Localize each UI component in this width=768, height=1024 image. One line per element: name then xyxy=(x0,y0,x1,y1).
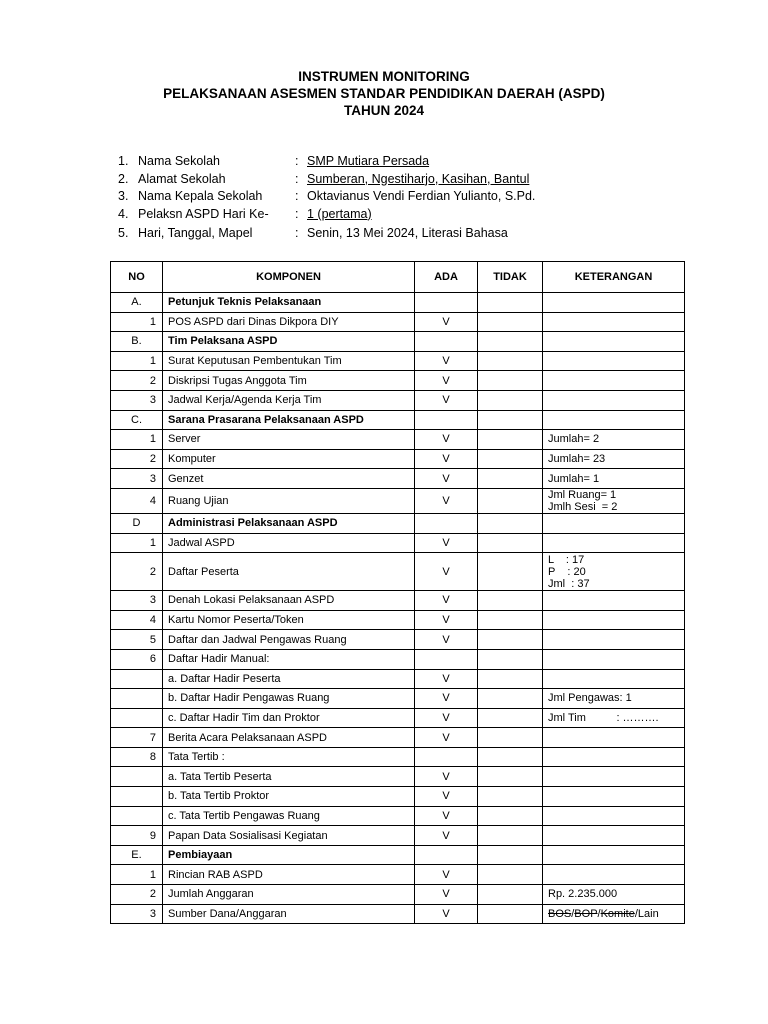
cell-komponen: Sarana Prasarana Pelaksanaan ASPD xyxy=(163,410,415,430)
table-body xyxy=(111,293,685,924)
table-row xyxy=(111,553,685,591)
cell-komponen: Komputer xyxy=(163,449,415,469)
table-row xyxy=(111,312,685,332)
cell-komponen: Jadwal Kerja/Agenda Kerja Tim xyxy=(163,390,415,410)
cell-ada: V xyxy=(415,904,478,924)
table-row xyxy=(111,293,685,313)
cell-komponen: Rincian RAB ASPD xyxy=(163,865,415,885)
document-title xyxy=(0,68,768,119)
table-row xyxy=(111,410,685,430)
cell-no: 3 xyxy=(111,591,163,611)
cell-ada xyxy=(415,293,478,313)
cell-tidak xyxy=(478,351,543,371)
cell-tidak xyxy=(478,469,543,489)
cell-tidak xyxy=(478,390,543,410)
cell-keterangan xyxy=(543,390,685,410)
cell-tidak xyxy=(478,728,543,748)
cell-tidak xyxy=(478,591,543,611)
table-row xyxy=(111,708,685,728)
cell-no xyxy=(111,767,163,787)
cell-komponen: a. Tata Tertib Peserta xyxy=(163,767,415,787)
cell-komponen: Papan Data Sosialisasi Kegiatan xyxy=(163,826,415,846)
cell-tidak xyxy=(478,293,543,313)
cell-ada xyxy=(415,513,478,533)
cell-no: 3 xyxy=(111,469,163,489)
cell-keterangan xyxy=(543,669,685,689)
info-number: 1. xyxy=(118,154,129,168)
table-row xyxy=(111,728,685,748)
cell-tidak xyxy=(478,826,543,846)
cell-keterangan xyxy=(543,865,685,885)
table-row xyxy=(111,669,685,689)
cell-komponen: Tata Tertib : xyxy=(163,747,415,767)
cell-tidak xyxy=(478,371,543,391)
cell-ada: V xyxy=(415,787,478,807)
cell-keterangan xyxy=(543,649,685,669)
option-text: / xyxy=(571,907,575,920)
header-tidak: TIDAK xyxy=(478,262,543,293)
cell-keterangan xyxy=(543,293,685,313)
cell-ada: V xyxy=(415,351,478,371)
cell-tidak xyxy=(478,904,543,924)
cell-keterangan: Jumlah= 1 xyxy=(543,469,685,489)
cell-ada: V xyxy=(415,865,478,885)
cell-ada: V xyxy=(415,488,478,513)
info-value: Sumberan, Ngestiharjo, Kasihan, Bantul xyxy=(307,171,530,186)
cell-no: 9 xyxy=(111,826,163,846)
cell-tidak xyxy=(478,410,543,430)
info-value: Senin, 13 Mei 2024, Literasi Bahasa xyxy=(307,225,508,240)
table-row xyxy=(111,904,685,924)
cell-keterangan xyxy=(543,747,685,767)
cell-keterangan: Jumlah= 2 xyxy=(543,430,685,450)
cell-keterangan: Jumlah= 23 xyxy=(543,449,685,469)
info-number: 4. xyxy=(118,206,129,221)
cell-keterangan xyxy=(543,591,685,611)
table-row xyxy=(111,689,685,709)
info-label: Pelaksn ASPD Hari Ke- xyxy=(138,206,269,221)
cell-tidak xyxy=(478,610,543,630)
cell-no: B. xyxy=(111,332,163,352)
cell-no xyxy=(111,708,163,728)
cell-ada: V xyxy=(415,469,478,489)
keterangan-lines xyxy=(548,554,679,590)
cell-no: 1 xyxy=(111,865,163,885)
table-row xyxy=(111,885,685,905)
cell-komponen: Jadwal ASPD xyxy=(163,533,415,553)
cell-tidak xyxy=(478,747,543,767)
cell-no: 6 xyxy=(111,649,163,669)
table-row xyxy=(111,610,685,630)
cell-ada: V xyxy=(415,430,478,450)
cell-komponen: Kartu Nomor Peserta/Token xyxy=(163,610,415,630)
cell-ada: V xyxy=(415,885,478,905)
cell-ada: V xyxy=(415,806,478,826)
table-row xyxy=(111,845,685,865)
cell-komponen: Diskripsi Tugas Anggota Tim xyxy=(163,371,415,391)
table-row xyxy=(111,488,685,513)
cell-no: 4 xyxy=(111,488,163,513)
cell-keterangan xyxy=(543,410,685,430)
cell-keterangan xyxy=(543,787,685,807)
cell-no xyxy=(111,669,163,689)
cell-tidak xyxy=(478,488,543,513)
keterangan-line: Jml Ruang= 1 xyxy=(548,488,617,501)
cell-komponen: Tim Pelaksana ASPD xyxy=(163,332,415,352)
cell-keterangan xyxy=(543,553,685,591)
cell-tidak xyxy=(478,533,543,553)
cell-tidak xyxy=(478,767,543,787)
cell-keterangan xyxy=(543,488,685,513)
cell-ada: V xyxy=(415,390,478,410)
keterangan-line: Jmlh Sesi = 2 xyxy=(548,500,618,513)
cell-keterangan xyxy=(543,371,685,391)
table-row xyxy=(111,865,685,885)
info-value: SMP Mutiara Persada xyxy=(307,154,430,168)
cell-no: 1 xyxy=(111,312,163,332)
cell-tidak xyxy=(478,787,543,807)
keterangan-line: P : 20 xyxy=(548,565,586,578)
cell-keterangan xyxy=(543,767,685,787)
cell-komponen: POS ASPD dari Dinas Dikpora DIY xyxy=(163,312,415,332)
cell-keterangan xyxy=(543,610,685,630)
cell-tidak xyxy=(478,513,543,533)
table-row xyxy=(111,513,685,533)
cell-komponen: Genzet xyxy=(163,469,415,489)
cell-no: 3 xyxy=(111,904,163,924)
cell-keterangan xyxy=(543,630,685,650)
cell-ada: V xyxy=(415,708,478,728)
table-row xyxy=(111,390,685,410)
table-row xyxy=(111,371,685,391)
info-separator: : xyxy=(295,225,299,240)
cell-keterangan xyxy=(543,845,685,865)
table-row xyxy=(111,430,685,450)
cell-keterangan: Jml Tim : ………. xyxy=(543,708,685,728)
title-line-3: TAHUN 2024 xyxy=(343,103,425,118)
table-row xyxy=(111,747,685,767)
cell-komponen: Surat Keputusan Pembentukan Tim xyxy=(163,351,415,371)
cell-keterangan xyxy=(543,728,685,748)
cell-ada: V xyxy=(415,826,478,846)
cell-tidak xyxy=(478,449,543,469)
cell-tidak xyxy=(478,430,543,450)
cell-no: D xyxy=(111,513,163,533)
cell-tidak xyxy=(478,806,543,826)
info-number: 3. xyxy=(118,189,129,203)
monitoring-table xyxy=(110,261,685,924)
cell-no: 1 xyxy=(111,351,163,371)
cell-ada: V xyxy=(415,533,478,553)
cell-komponen: a. Daftar Hadir Peserta xyxy=(163,669,415,689)
table-row xyxy=(111,533,685,553)
info-separator: : xyxy=(295,171,299,186)
cell-ada: V xyxy=(415,591,478,611)
keterangan-lines xyxy=(548,489,679,513)
table-row xyxy=(111,591,685,611)
table-row xyxy=(111,469,685,489)
info-value: 1 (pertama) xyxy=(307,206,372,221)
cell-tidak xyxy=(478,689,543,709)
cell-komponen: Denah Lokasi Pelaksanaan ASPD xyxy=(163,591,415,611)
cell-keterangan xyxy=(543,826,685,846)
cell-no: 2 xyxy=(111,885,163,905)
cell-keterangan xyxy=(543,312,685,332)
cell-tidak xyxy=(478,885,543,905)
table-row xyxy=(111,351,685,371)
cell-komponen: Server xyxy=(163,430,415,450)
info-number: 5. xyxy=(118,225,129,240)
cell-no: 2 xyxy=(111,449,163,469)
cell-komponen: Pembiayaan xyxy=(163,845,415,865)
cell-ada xyxy=(415,747,478,767)
title-line-2: PELAKSANAAN ASESMEN STANDAR PENDIDIKAN DAERAH (ASPD) xyxy=(163,86,605,101)
cell-ada: V xyxy=(415,610,478,630)
title-line-1: INSTRUMEN MONITORING xyxy=(298,69,470,84)
cell-keterangan xyxy=(543,806,685,826)
cell-keterangan: Jml Pengawas: 1 xyxy=(543,689,685,709)
cell-ada xyxy=(415,649,478,669)
option-text: /Lain xyxy=(634,907,659,920)
struck-option: Komite xyxy=(600,907,635,920)
info-separator: : xyxy=(295,154,299,168)
cell-ada: V xyxy=(415,669,478,689)
cell-no: 2 xyxy=(111,371,163,391)
cell-no: 8 xyxy=(111,747,163,767)
cell-komponen: b. Tata Tertib Proktor xyxy=(163,787,415,807)
cell-komponen: Petunjuk Teknis Pelaksanaan xyxy=(163,293,415,313)
cell-komponen: b. Daftar Hadir Pengawas Ruang xyxy=(163,689,415,709)
cell-ada xyxy=(415,410,478,430)
info-label: Nama Sekolah xyxy=(138,154,220,168)
cell-komponen: c. Daftar Hadir Tim dan Proktor xyxy=(163,708,415,728)
cell-ada xyxy=(415,845,478,865)
table-row xyxy=(111,826,685,846)
cell-no: 4 xyxy=(111,610,163,630)
cell-no: 3 xyxy=(111,390,163,410)
cell-ada: V xyxy=(415,630,478,650)
table-row xyxy=(111,787,685,807)
header-komponen: KOMPONEN xyxy=(163,262,415,293)
cell-no: 2 xyxy=(111,553,163,591)
cell-no: E. xyxy=(111,845,163,865)
cell-no: 1 xyxy=(111,430,163,450)
struck-option: BOP xyxy=(574,907,598,920)
keterangan-line: Jml : 37 xyxy=(548,577,590,590)
table-row xyxy=(111,649,685,669)
cell-no: 1 xyxy=(111,533,163,553)
cell-no: 7 xyxy=(111,728,163,748)
cell-keterangan: Rp. 2.235.000 xyxy=(543,885,685,905)
cell-tidak xyxy=(478,708,543,728)
table-row xyxy=(111,630,685,650)
cell-tidak xyxy=(478,312,543,332)
cell-ada: V xyxy=(415,312,478,332)
info-number: 2. xyxy=(118,171,129,186)
table-row xyxy=(111,767,685,787)
info-separator: : xyxy=(295,206,299,221)
cell-ada: V xyxy=(415,767,478,787)
cell-tidak xyxy=(478,845,543,865)
cell-no: A. xyxy=(111,293,163,313)
cell-ada xyxy=(415,332,478,352)
cell-tidak xyxy=(478,332,543,352)
cell-ada: V xyxy=(415,689,478,709)
option-text: / xyxy=(597,907,601,920)
info-separator: : xyxy=(295,189,299,203)
cell-keterangan xyxy=(543,513,685,533)
cell-keterangan xyxy=(543,533,685,553)
cell-ada: V xyxy=(415,371,478,391)
cell-ada: V xyxy=(415,728,478,748)
cell-tidak xyxy=(478,865,543,885)
struck-option: BOS xyxy=(548,907,572,920)
cell-keterangan xyxy=(543,351,685,371)
header-keterangan: KETERANGAN xyxy=(543,262,685,293)
cell-komponen: Daftar Peserta xyxy=(163,553,415,591)
info-label: Hari, Tanggal, Mapel xyxy=(138,225,253,240)
cell-komponen: c. Tata Tertib Pengawas Ruang xyxy=(163,806,415,826)
cell-komponen: Daftar dan Jadwal Pengawas Ruang xyxy=(163,630,415,650)
cell-ada: V xyxy=(415,449,478,469)
cell-tidak xyxy=(478,630,543,650)
cell-tidak xyxy=(478,553,543,591)
cell-ada: V xyxy=(415,553,478,591)
info-label: Nama Kepala Sekolah xyxy=(138,189,263,203)
cell-no xyxy=(111,689,163,709)
info-label: Alamat Sekolah xyxy=(138,171,226,186)
table-row xyxy=(111,449,685,469)
cell-tidak xyxy=(478,649,543,669)
cell-keterangan xyxy=(543,904,685,924)
cell-no: C. xyxy=(111,410,163,430)
cell-komponen: Ruang Ujian xyxy=(163,488,415,513)
header-ada: ADA xyxy=(415,262,478,293)
info-value: Oktavianus Vendi Ferdian Yulianto, S.Pd. xyxy=(307,189,536,203)
cell-keterangan xyxy=(543,332,685,352)
table-header-row xyxy=(111,262,685,293)
cell-komponen: Sumber Dana/Anggaran xyxy=(163,904,415,924)
cell-no xyxy=(111,806,163,826)
cell-komponen: Administrasi Pelaksanaan ASPD xyxy=(163,513,415,533)
table-row xyxy=(111,806,685,826)
table-row xyxy=(111,332,685,352)
cell-komponen: Daftar Hadir Manual: xyxy=(163,649,415,669)
cell-tidak xyxy=(478,669,543,689)
header-no: NO xyxy=(111,262,163,293)
cell-no: 5 xyxy=(111,630,163,650)
cell-komponen: Berita Acara Pelaksanaan ASPD xyxy=(163,728,415,748)
keterangan-line: L : 17 xyxy=(548,553,585,566)
cell-no xyxy=(111,787,163,807)
cell-komponen: Jumlah Anggaran xyxy=(163,885,415,905)
